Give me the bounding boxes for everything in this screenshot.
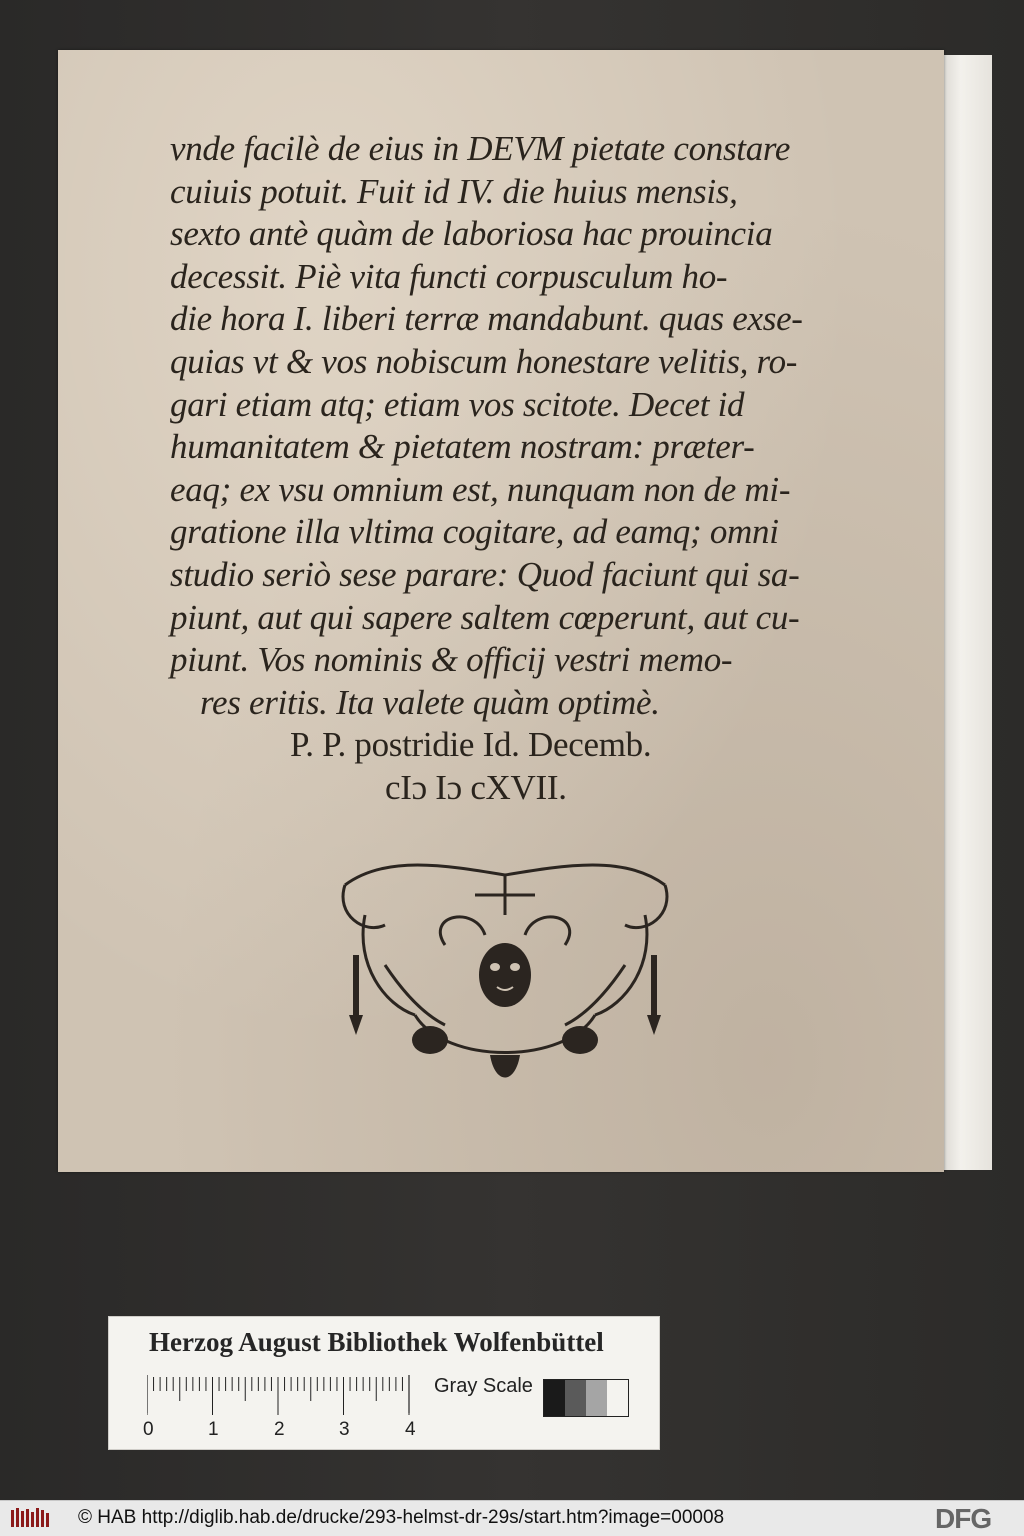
text-line-2: cuiuis potuit. Fuit id IV. die huius mensis, <box>170 171 738 211</box>
date-line: P. P. postridie Id. Decemb. <box>290 725 652 765</box>
color-calibration-bar <box>108 1316 660 1450</box>
text-line-10: gratione illa vltima cogitare, ad eamq; omni <box>170 512 779 552</box>
gray-swatches <box>543 1379 629 1417</box>
swatch-4 <box>607 1380 628 1416</box>
text-line-3: sexto antè quàm de laboriosa hac prouincia <box>170 214 773 254</box>
adjacent-page-edge <box>940 55 992 1170</box>
text-line-4: decessit. Piè vita functi corpusculum ho- <box>170 256 728 296</box>
ruler-number: 1 <box>208 1419 219 1440</box>
ruler-number: 2 <box>274 1419 285 1440</box>
ruler-number: 4 <box>405 1419 416 1440</box>
viewer-footer <box>0 1500 1024 1536</box>
page-text <box>170 128 880 810</box>
text-line-6: quias vt & vos nobiscum honestare velitis, ro- <box>170 341 798 381</box>
year-line: cIɔ Iɔ cXVII. <box>385 767 567 807</box>
swatch-3 <box>586 1380 607 1416</box>
text-line-12: piunt, aut qui sapere saltem cœperunt, aut cu- <box>170 597 800 637</box>
ruler-number: 0 <box>143 1419 154 1440</box>
text-line-7: gari etiam atq; etiam vos scitote. Decet id <box>170 384 745 424</box>
dfg-logo: DFG <box>935 1503 992 1534</box>
text-line-13: piunt. Vos nominis & officij vestri memo- <box>170 640 733 680</box>
hab-logo-icon <box>10 1507 50 1529</box>
ruler-scale <box>147 1375 427 1415</box>
swatch-2 <box>565 1380 586 1416</box>
swatch-1 <box>544 1380 565 1416</box>
text-line-14: res eritis. Ita valete quàm optimè. <box>200 682 660 722</box>
ruler-numbers <box>143 1419 443 1443</box>
text-line-9: eaq; ex vsu omnium est, nunquam non de mi- <box>170 469 791 509</box>
library-name: Herzog August Bibliothek Wolfenbüttel <box>149 1327 604 1357</box>
woodcut-ornament <box>325 855 685 1095</box>
text-line-11: studio seriò sese parare: Quod faciunt qui sa- <box>170 554 800 594</box>
footer-source-url[interactable]: © HAB http://diglib.hab.de/drucke/293-helmst-dr-29s/start.htm?image=00008 <box>78 1507 725 1528</box>
ruler-number: 3 <box>339 1419 350 1440</box>
text-line-8: humanitatem & pietatem nostram: præter- <box>170 427 755 467</box>
text-line-5: die hora I. liberi terræ mandabunt. quas exse- <box>170 299 803 339</box>
gray-scale-label: Gray Scale <box>434 1375 533 1397</box>
text-line-1: vnde facilè de eius in DEVM pietate constare <box>170 129 791 168</box>
